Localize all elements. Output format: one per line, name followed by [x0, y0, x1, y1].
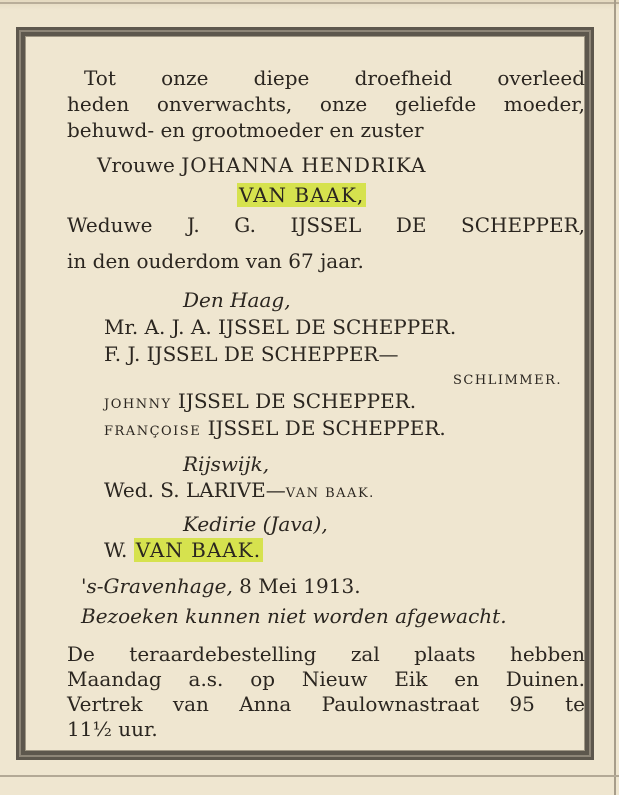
column-rule: [614, 0, 616, 795]
name-prefix: Vrouwe: [97, 153, 175, 177]
age-line: in den ouderdom van 67 jaar.: [67, 249, 364, 273]
relative-3-first: JOHNNY: [104, 397, 172, 412]
place-kedirie: Kedirie (Java),: [183, 512, 328, 536]
place-den-haag: Den Haag,: [183, 288, 291, 312]
relative-6-initial: W.: [104, 538, 128, 562]
deceased-name-line: [97, 153, 426, 177]
relative-5-b: VAN BAAK.: [285, 486, 375, 501]
relative-2-suffix: SCHLIMMER.: [453, 373, 562, 388]
family-name-highlight: VAN BAAK,: [239, 183, 365, 207]
funeral-line-4: 11½ uur.: [67, 717, 158, 741]
relative-6-name-highlight: VAN BAAK.: [135, 538, 262, 562]
top-rule: [0, 2, 619, 4]
relative-6: [104, 538, 263, 562]
date-line: [81, 574, 361, 598]
relative-3-last: IJSSEL DE SCHEPPER.: [177, 389, 417, 413]
funeral-line-2: Maandag a.s. op Nieuw Eik en Duinen.: [67, 667, 585, 691]
date-place: 's-Gravenhage,: [81, 574, 233, 598]
relative-5: [104, 478, 375, 506]
visits-note: Bezoeken kunnen niet worden afgewacht.: [81, 604, 507, 628]
widow-of-line: Weduwe J. G. IJSSEL DE SCHEPPER,: [67, 213, 585, 237]
relative-4: [104, 416, 446, 444]
relative-4-first: FRANÇOISE: [104, 424, 202, 439]
funeral-line-3: Vertrek van Anna Paulownastraat 95 te: [67, 692, 585, 716]
date: 8 Mei 1913.: [239, 574, 361, 598]
family-name-line: [237, 183, 366, 207]
intro-line-2: heden onverwachts, onze geliefde moeder,: [67, 92, 585, 116]
relative-4-last: IJSSEL DE SCHEPPER.: [207, 416, 446, 440]
place-rijswijk: Rijswijk,: [183, 452, 270, 476]
death-notice: [16, 27, 594, 760]
intro-line-3: behuwd- en grootmoeder en zuster: [67, 118, 424, 142]
relative-1: Mr. A. J. A. IJSSEL DE SCHEPPER.: [104, 315, 457, 339]
relative-5-a: Wed. S. LARIVE—: [104, 478, 286, 502]
funeral-line-1: De teraardebestelling zal plaats hebben: [67, 642, 585, 666]
bottom-rule: [0, 775, 619, 777]
relative-3: [104, 389, 416, 417]
given-names: JOHANNA HENDRIKA: [181, 153, 427, 177]
intro-line-1: Tot onze diepe droefheid overleed: [84, 66, 585, 90]
relative-2: F. J. IJSSEL DE SCHEPPER—: [104, 342, 399, 366]
